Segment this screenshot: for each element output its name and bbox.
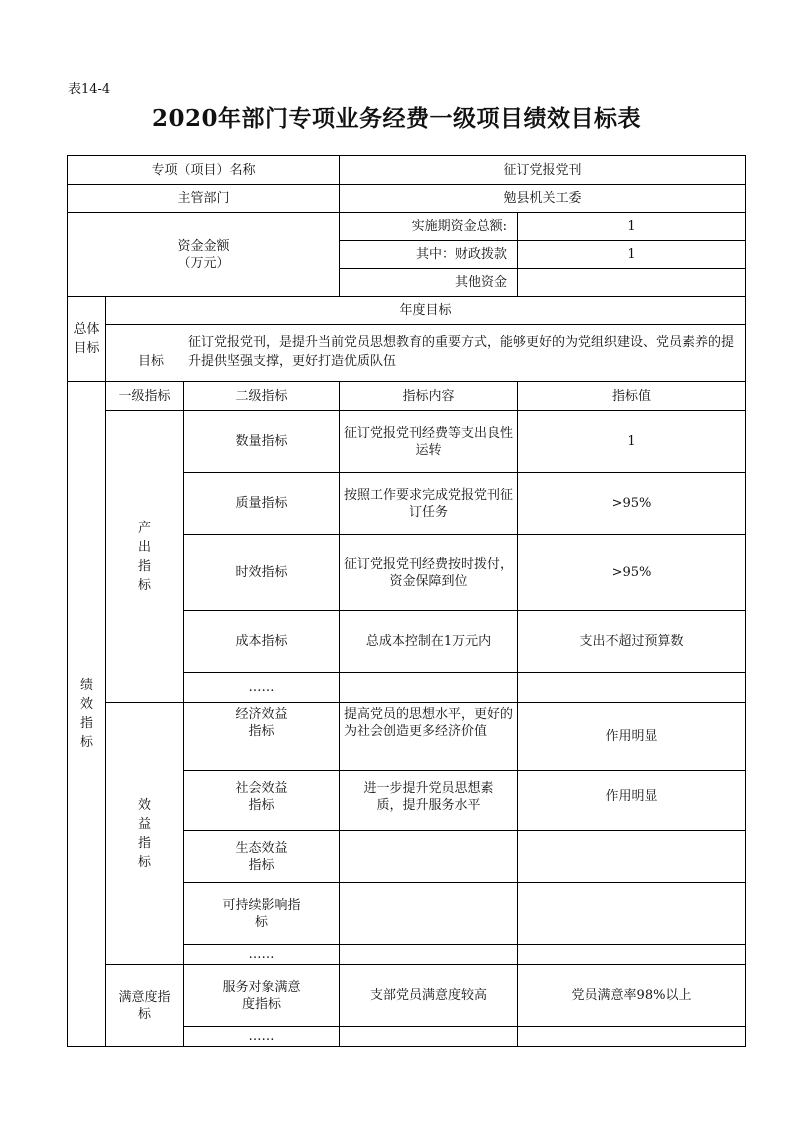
- project-name-row: [68, 156, 746, 185]
- content-cell: 进一步提升党员思想素质，提升服务水平: [340, 771, 518, 831]
- content-cell: [340, 945, 518, 965]
- value-cell: [518, 945, 746, 965]
- page-title: 2020年部门专项业务经费一级项目绩效目标表: [151, 105, 641, 132]
- content-cell: 征订党报党刊经费等支出良性运转: [340, 411, 518, 473]
- annual-goal-label: 年度目标: [106, 297, 746, 325]
- value-cell: >95%: [518, 473, 746, 535]
- table-label: 表14-4: [68, 82, 111, 97]
- benefit-indicator-group: 效益指标: [106, 703, 184, 965]
- content-cell: [340, 673, 518, 703]
- level2-cell: 成本指标: [184, 611, 340, 673]
- funds-total-value: 1: [518, 213, 746, 241]
- perf-indicator-label: 绩效指标: [68, 382, 106, 1047]
- content-header: 指标内容: [340, 382, 518, 411]
- goal-cell: [106, 325, 746, 382]
- content-cell: [340, 883, 518, 945]
- value-cell: [518, 883, 746, 945]
- value-cell: 作用明显: [518, 771, 746, 831]
- content-cell: 支部党员满意度较高: [340, 965, 518, 1027]
- overall-goal-label: 总体目标: [68, 297, 106, 382]
- goal-label: 目标: [138, 354, 165, 369]
- content-cell: 提高党员的思想水平，更好的为社会创造更多经济价值: [340, 703, 518, 771]
- content-cell: 按照工作要求完成党报党刊征订任务: [340, 473, 518, 535]
- content-cell: [340, 831, 518, 883]
- level2-cell: ……: [184, 673, 340, 703]
- content-cell: 总成本控制在1万元内: [340, 611, 518, 673]
- department-value: 勉县机关工委: [340, 185, 746, 213]
- table-row: [68, 703, 746, 771]
- value-header: 指标值: [518, 382, 746, 411]
- level2-cell: 可持续影响指标: [184, 883, 340, 945]
- funds-other-label: 其他资金: [340, 269, 518, 297]
- funds-other-value: [518, 269, 746, 297]
- table-row: [68, 965, 746, 1027]
- output-indicator-group: 产出指标: [106, 411, 184, 703]
- funds-fiscal-label: 其中：财政拨款: [340, 241, 518, 269]
- level2-header: 二级指标: [184, 382, 340, 411]
- value-cell: 支出不超过预算数: [518, 611, 746, 673]
- level2-cell: 社会效益指标: [184, 771, 340, 831]
- value-cell: [518, 673, 746, 703]
- level1-header: 一级指标: [106, 382, 184, 411]
- level2-cell: 数量指标: [184, 411, 340, 473]
- goal-text: 征订党报党刊，是提升当前党员思想教育的重要方式，能够更好的为党组织建设、党员素养的提升提供坚强支撑，更好打造优质队伍: [188, 335, 735, 369]
- level2-cell: 经济效益指标: [184, 703, 340, 771]
- content-cell: 征订党报党刊经费按时拨付，资金保障到位: [340, 535, 518, 611]
- goal-row: [68, 325, 746, 382]
- value-cell: 作用明显: [518, 703, 746, 771]
- value-cell: 党员满意率98%以上: [518, 965, 746, 1027]
- value-cell: [518, 831, 746, 883]
- satisfaction-indicator-group: 满意度指标: [106, 965, 184, 1047]
- value-cell: 1: [518, 411, 746, 473]
- department-label: 主管部门: [68, 185, 340, 213]
- level2-cell: 时效指标: [184, 535, 340, 611]
- value-cell: >95%: [518, 535, 746, 611]
- project-name-label: 专项（项目）名称: [68, 156, 340, 185]
- performance-goal-table: [67, 155, 746, 1047]
- table-row: [68, 411, 746, 473]
- level2-cell: 生态效益指标: [184, 831, 340, 883]
- funds-fiscal-value: 1: [518, 241, 746, 269]
- funds-total-label: 实施期资金总额:: [340, 213, 518, 241]
- level2-cell: ……: [184, 1027, 340, 1047]
- funds-row: [68, 213, 746, 241]
- level2-cell: ……: [184, 945, 340, 965]
- indicator-header-row: [68, 382, 746, 411]
- level2-cell: 质量指标: [184, 473, 340, 535]
- annual-goal-row: [68, 297, 746, 325]
- content-cell: [340, 1027, 518, 1047]
- funds-label: 资金金额（万元）: [68, 213, 340, 297]
- level2-cell: 服务对象满意度指标: [184, 965, 340, 1027]
- project-name-value: 征订党报党刊: [340, 156, 746, 185]
- department-row: [68, 185, 746, 213]
- value-cell: [518, 1027, 746, 1047]
